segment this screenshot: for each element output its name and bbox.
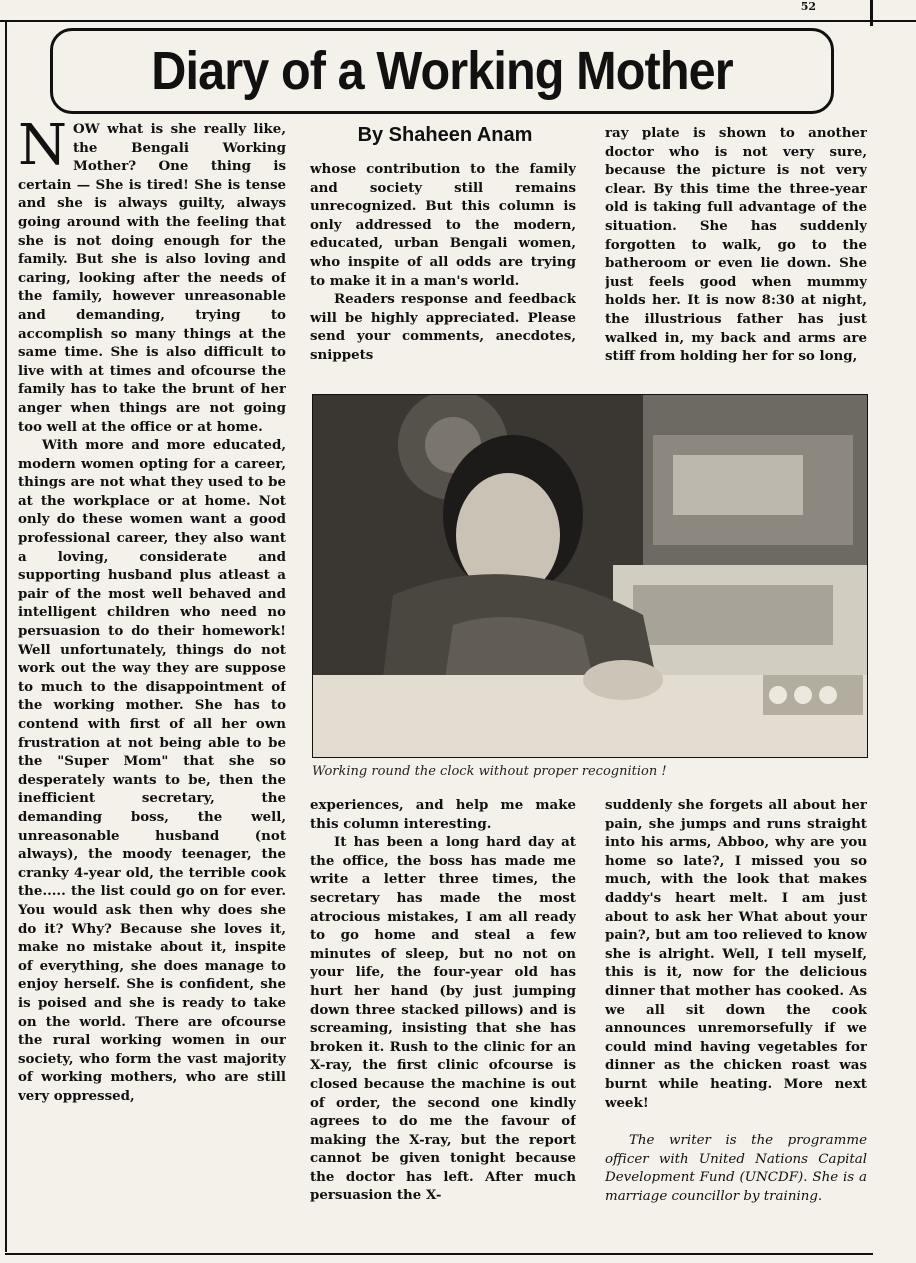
paragraph: experiences, and help me make this column interesting. <box>310 797 576 832</box>
paragraph: suddenly she forgets all about her pain, she jumps and runs straight into his arms, Abboo, why are you home so late?, I missed you so much, with the look that makes daddy's heart melt. I am just about to ask her What about your pain?, but am too relieved to know she is alright. Well, I tell myself, this is it, now for the delicious dinner that mother has cooked. As we all sit down the cook announces unremorsefully if we could mind having vegetables for dinner as the chicken roast was burnt while heating. More next week! <box>605 797 867 1111</box>
drop-cap: N <box>18 120 67 178</box>
left-column-rule <box>5 20 7 1252</box>
author-note: The writer is the programme officer with United Nations Capital Development Fund (UNCDF). She is a marriage councillor by training. <box>605 1133 867 1204</box>
column-2-top <box>310 160 576 388</box>
paragraph: It has been a long hard day at the office, the boss has made me write a letter three times, the secretary has made the most atrocious mistakes, I am all ready to go home and steal a few minutes of sleep, but no not on your life, the four-year old has hurt her hand (by just jumping down three stacked pillows) and is screaming, insisting that she has broken it. Rush to the clinic for an X-ray, the first clinic ofcourse is closed because the machine is out of order, the second one kindly agrees to do me the favour of making the X-ray, but the report cannot be given tonight because the doctor has left. After much persuasion the X- <box>310 834 576 1204</box>
byline: By Shaheen Anam <box>357 124 533 146</box>
photo-illustration <box>313 395 868 758</box>
column-3-bottom <box>605 796 867 1248</box>
photo-caption: Working round the clock without proper recognition ! <box>312 764 667 779</box>
paragraph: whose contribution to the family and society still remains unrecognized. But this column is only addressed to the modern, educated, urban Bengali women, who inspite of all odds are trying to make it in a man's world. <box>310 161 576 289</box>
article-photo <box>312 394 868 758</box>
headline-box <box>50 28 834 114</box>
column-1 <box>18 120 286 1248</box>
bottom-rule <box>5 1253 873 1255</box>
paragraph: With more and more educated, modern women opting for a career, things are not what they used to be at the workplace or at home. Not only do these women want a good professional career, they also want a loving, considerate and supporting husband plus atleast a pair of the most well behaved and intelligent children who need no persuasion to do their homework! Well unfortunately, things do not work out the way they are suppose to much to the disappointment of the working mother. She has to contend with first of all her own frustration at not being able to be the "Super Mom" that she so desperately wants to be, then the inefficient secretary, the demanding boss, the well, unreasonable husband (not always), the moody teenager, the cranky 4-year old, the terrible cook the..... the list could go on for ever. You would ask then why does she do it? Why? Because she loves it, make no mistake about it, inspite of everything, she does manage to enjoy herself. She is confident, she is poised and she is ready to take on the world. There are ofcourse the rural working women in our society, who form the vast majority of working mothers, who are still very oppressed, <box>18 437 286 1104</box>
headline: Diary of a Working Mother <box>151 41 733 101</box>
right-column-rule <box>870 0 873 26</box>
paragraph: ray plate is shown to another doctor who is not very sure, because the picture is not very clear. By this time the three-year old is taking full advantage of the situation. She has suddenly forgotten to walk, go to the batheroom or even lie down. She just feels good when mummy holds her. It is now 8:30 at night, the illustrious father has just walked in, my back and arms are stiff from holding her for so long, <box>605 125 867 365</box>
column-2-bottom <box>310 796 576 1248</box>
paragraph: NOW what is she really like, the Bengali Working Mother? One thing is certain — She is tired! She is tense and she is always guilty, always going around with the feeling that she is not doing enough for the family. But she is also loving and caring, looking after the needs of the family, however unreasonable and demanding, trying to accomplish so many things at the same time. She is also difficult to live with at times and ofcourse the family has to take the brunt of her anger when things are not going too well at the office or at home. <box>18 120 286 435</box>
page-number: 52 <box>800 0 816 13</box>
top-strip <box>0 0 916 22</box>
column-3-top <box>605 124 867 388</box>
paragraph: Readers response and feedback will be highly appreciated. Please send your comments, anecdotes, snippets <box>310 291 576 363</box>
